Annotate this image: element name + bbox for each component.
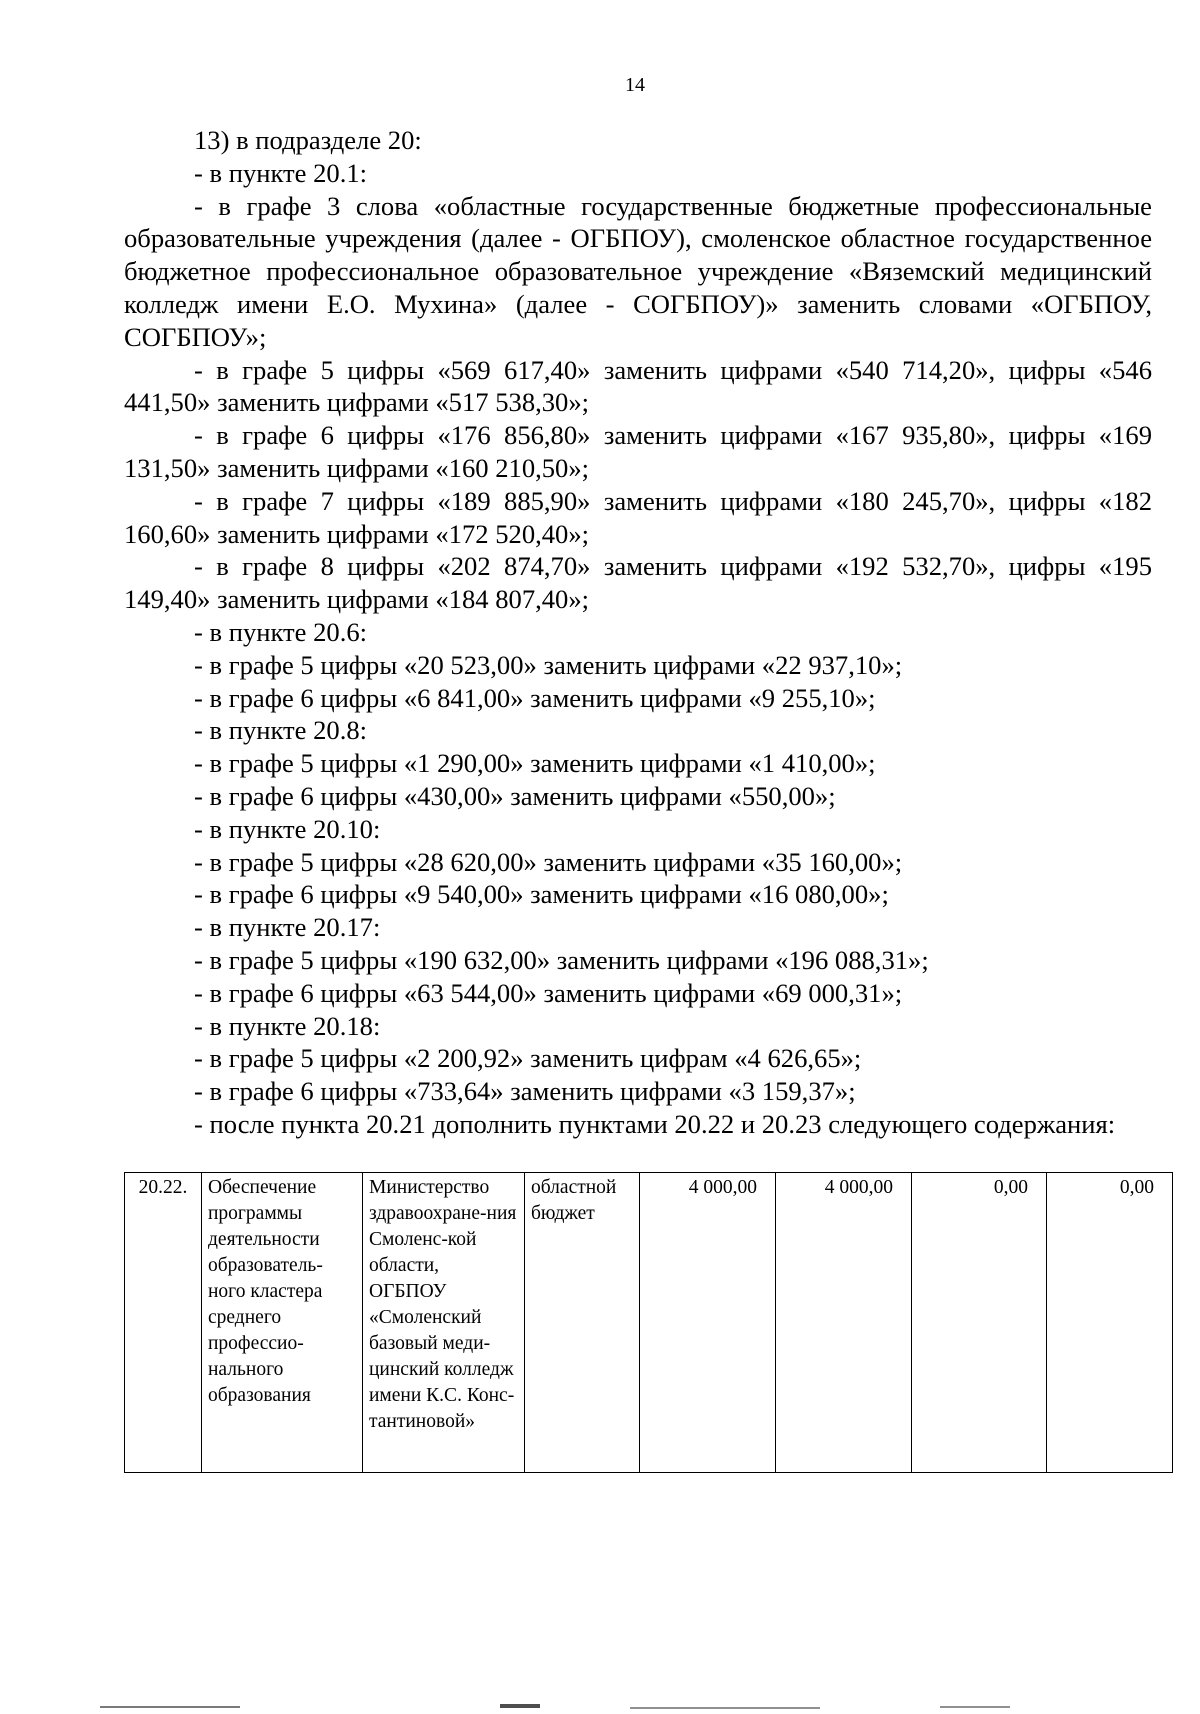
paragraph: - в графе 5 цифры «20 523,00» заменить цифрами «22 937,10»; [194,649,903,680]
scan-artifact [940,1706,1010,1708]
paragraph: - в графе 6 цифры «63 544,00» заменить цифрами «69 000,31»; [194,977,903,1008]
paragraph: - в графе 6 цифры «430,00» заменить цифрами «550,00»; [194,780,836,811]
paragraph: - в графе 3 слова «областные государственные бюджетные профессиональные образовательные учреждения (далее - ОГБПОУ), смоленское областное государственное бюджетное профессиональное образовательное учреждение «Вяземский медицинский колледж имени Е.О. Мухина» (далее - СОГБПОУ)» заменить словами «ОГБПОУ, СОГБПОУ»; [124,190,1152,352]
cell-year1: 4 000,00 [776,1173,912,1473]
paragraph: - в пункте 20.1: [194,157,368,188]
paragraph: - в графе 8 цифры «202 874,70» заменить цифрами «192 532,70», цифры «195 149,40» заменить цифрами «184 807,40»; [124,551,1152,615]
document-body [124,124,1152,1141]
paragraph: - в графе 5 цифры «2 200,92» заменить цифрам «4 626,65»; [194,1043,862,1074]
page-number: 14 [625,74,645,96]
scan-artifact [500,1704,540,1708]
paragraph: - в пункте 20.10: [194,813,381,844]
paragraph: - в графе 6 цифры «6 841,00» заменить цифрами «9 255,10»; [194,682,876,713]
paragraph: - в пункте 20.6: [194,616,368,647]
cell-source: областной бюджет [525,1173,640,1473]
paragraph: - в пункте 20.8: [194,715,368,746]
paragraph: 13) в подразделе 20: [194,125,422,155]
paragraph: - в графе 6 цифры «9 540,00» заменить цифрами «16 080,00»; [194,879,889,910]
scan-artifact [100,1706,240,1708]
cell-number: 20.22. [125,1173,202,1473]
cell-name: Обеспечение программы деятельности образователь-ного кластера среднего профессио-нального образования [202,1173,363,1473]
cell-total: 4 000,00 [640,1173,776,1473]
paragraph: - в графе 5 цифры «569 617,40» заменить цифрами «540 714,20», цифры «546 441,50» заменить цифрами «517 538,30»; [124,354,1152,418]
paragraph: - в графе 5 цифры «28 620,00» заменить цифрами «35 160,00»; [194,846,903,877]
cell-year2: 0,00 [912,1173,1047,1473]
cell-year3: 0,00 [1047,1173,1173,1473]
paragraph: - в графе 6 цифры «733,64» заменить цифрами «3 159,37»; [194,1076,856,1107]
paragraph: - в пункте 20.18: [194,1010,381,1041]
cell-executor: Министерство здравоохране-ния Смоленс-кой области, ОГБПОУ «Смоленский базовый меди-цинский колледж имени К.С. Конс-тантиновой» [363,1173,525,1473]
table-row [125,1173,1173,1473]
paragraph: - в графе 7 цифры «189 885,90» заменить цифрами «180 245,70», цифры «182 160,60» заменить цифрами «172 520,40»; [124,485,1152,549]
paragraph: - в графе 5 цифры «1 290,00» заменить цифрами «1 410,00»; [194,748,876,779]
scan-artifact [630,1707,820,1709]
paragraph: - после пункта 20.21 дополнить пунктами 20.22 и 20.23 следующего содержания: [194,1108,1116,1139]
amendment-table [124,1172,1173,1473]
paragraph: - в графе 5 цифры «190 632,00» заменить цифрами «196 088,31»; [194,944,929,975]
paragraph: - в пункте 20.17: [194,912,381,943]
paragraph: - в графе 6 цифры «176 856,80» заменить цифрами «167 935,80», цифры «169 131,50» заменить цифрами «160 210,50»; [124,420,1152,483]
